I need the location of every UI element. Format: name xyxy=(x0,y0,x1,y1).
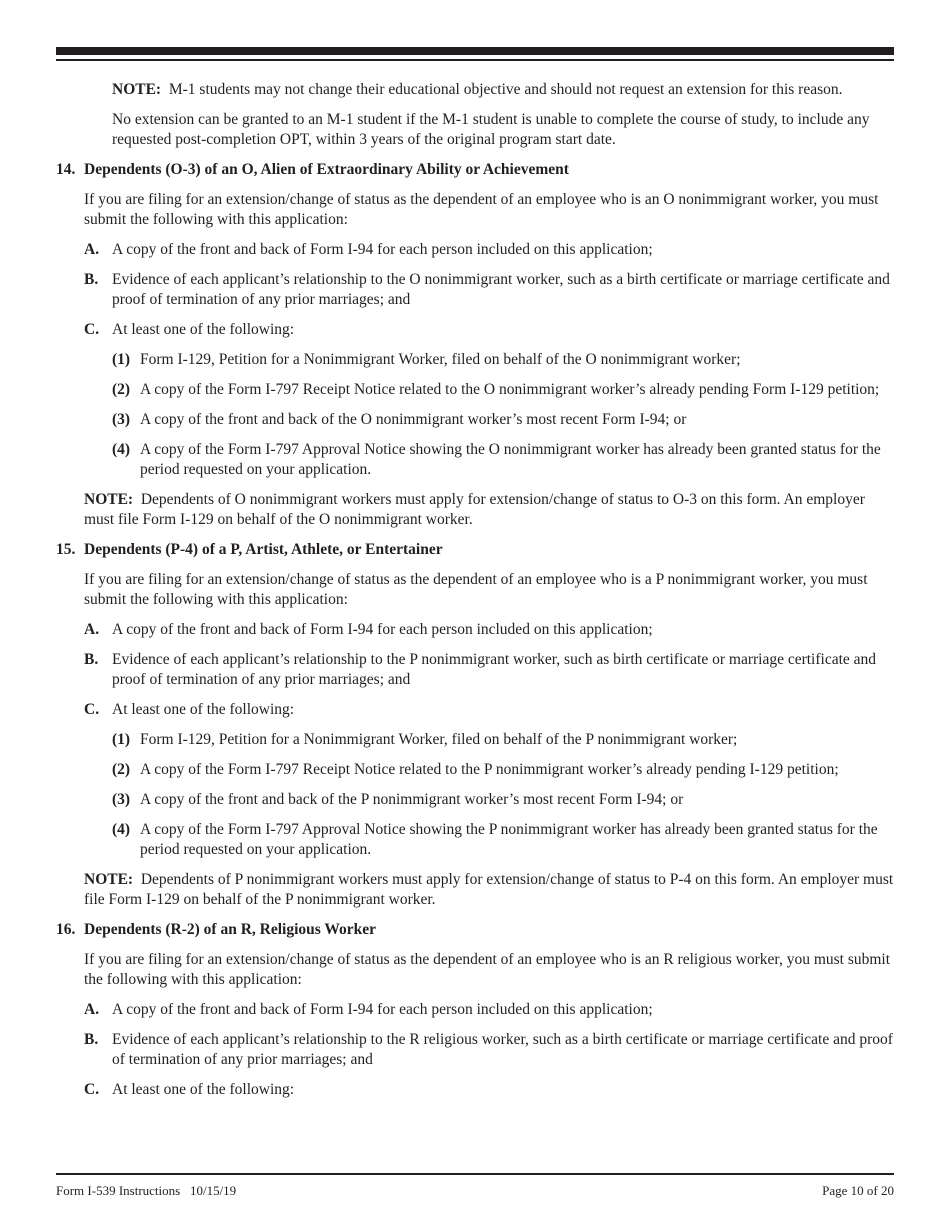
item-label: B. xyxy=(84,1031,99,1048)
list-item xyxy=(56,1080,896,1100)
page-content xyxy=(56,80,896,1110)
footer-page-number: Page 10 of 20 xyxy=(822,1183,894,1198)
subitem-text: A copy of the Form I-797 Approval Notice showing the O nonimmigrant worker has already been granted status for the period requested on your application. xyxy=(140,441,881,478)
section-heading-15 xyxy=(56,540,896,560)
section-intro: If you are filing for an extension/change of status as the dependent of an employee who is a P nonimmigrant worker, you must submit the following with this application: xyxy=(84,571,868,608)
sub-list-item xyxy=(56,350,896,370)
subitem-label: (3) xyxy=(112,791,131,808)
section-intro: If you are filing for an extension/change of status as the dependent of an employee who is an R religious worker, you must submit the following with this application: xyxy=(84,951,891,988)
item-text: At least one of the following: xyxy=(112,1081,295,1098)
subitem-label: (2) xyxy=(112,761,131,778)
item-text: Evidence of each applicant’s relationship to the O nonimmigrant worker, such as a birth certificate or marriage certificate and proof of termination of any prior marriages; and xyxy=(112,271,890,308)
item-text: At least one of the following: xyxy=(112,321,295,338)
note-text: Dependents of O nonimmigrant workers must apply for extension/change of status to O-3 on this form. An employer must file Form I-129 on behalf of the O nonimmigrant worker. xyxy=(84,491,865,528)
header-rule-thick xyxy=(56,47,894,55)
note-label: NOTE: xyxy=(84,871,134,888)
subitem-label: (4) xyxy=(112,441,131,458)
section-note xyxy=(56,870,896,910)
note-label: NOTE: xyxy=(112,81,162,98)
sub-list-item xyxy=(56,760,896,780)
item-label: A. xyxy=(84,621,100,638)
note-label: NOTE: xyxy=(84,491,134,508)
sub-list-item xyxy=(56,380,896,400)
subitem-text: A copy of the Form I-797 Receipt Notice related to the O nonimmigrant worker’s already pending Form I-129 petition; xyxy=(140,381,880,398)
item-text: At least one of the following: xyxy=(112,701,295,718)
item-text: A copy of the front and back of Form I-94 for each person included on this application; xyxy=(112,241,653,258)
list-item xyxy=(56,1000,896,1020)
intro-note xyxy=(56,80,896,100)
section-number: 14. xyxy=(56,161,76,178)
subitem-text: Form I-129, Petition for a Nonimmigrant Worker, filed on behalf of the O nonimmigrant worker; xyxy=(140,351,741,368)
sub-list-item xyxy=(56,410,896,430)
list-item xyxy=(56,1030,896,1070)
footer-rule xyxy=(56,1173,894,1175)
item-text: A copy of the front and back of Form I-94 for each person included on this application; xyxy=(112,1001,653,1018)
subitem-label: (1) xyxy=(112,731,131,748)
item-label: C. xyxy=(84,701,100,718)
item-label: C. xyxy=(84,1081,100,1098)
sub-list-item xyxy=(56,730,896,750)
header-rule-thin xyxy=(56,59,894,61)
list-item xyxy=(56,240,896,260)
item-label: B. xyxy=(84,651,99,668)
section-number: 15. xyxy=(56,541,76,558)
section-title: Dependents (P-4) of a P, Artist, Athlete, or Entertainer xyxy=(84,541,443,558)
note-text: Dependents of P nonimmigrant workers must apply for extension/change of status to P-4 on this form. An employer must file Form I-129 on behalf of the P nonimmigrant worker. xyxy=(84,871,894,908)
subitem-text: A copy of the front and back of the P nonimmigrant worker’s most recent Form I-94; or xyxy=(140,791,684,808)
subitem-text: A copy of the Form I-797 Approval Notice showing the P nonimmigrant worker has already been granted status for the period requested on your application. xyxy=(140,821,878,858)
section-heading-14 xyxy=(56,160,896,180)
list-item xyxy=(56,650,896,690)
subitem-text: A copy of the Form I-797 Receipt Notice related to the P nonimmigrant worker’s already pending I-129 petition; xyxy=(140,761,839,778)
item-text: Evidence of each applicant’s relationship to the P nonimmigrant worker, such as birth certificate or marriage certificate and proof of termination of any prior marriages; and xyxy=(112,651,877,688)
subitem-text: A copy of the front and back of the O nonimmigrant worker’s most recent Form I-94; or xyxy=(140,411,687,428)
list-item xyxy=(56,620,896,640)
section-title: Dependents (R-2) of an R, Religious Worker xyxy=(84,921,377,938)
section-heading-16 xyxy=(56,920,896,940)
page-footer xyxy=(56,1183,894,1199)
sub-list-item xyxy=(56,820,896,860)
intro-paragraph: No extension can be granted to an M-1 student if the M-1 student is unable to complete the course of study, to include any requested post-completion OPT, within 3 years of the original program start date. xyxy=(112,111,870,148)
list-item xyxy=(56,700,896,720)
item-label: A. xyxy=(84,1001,100,1018)
subitem-label: (4) xyxy=(112,821,131,838)
item-text: Evidence of each applicant’s relationship to the R religious worker, such as a birth certificate or marriage certificate and proof of termination of any prior marriages; and xyxy=(112,1031,893,1068)
list-item xyxy=(56,320,896,340)
item-label: B. xyxy=(84,271,99,288)
subitem-text: Form I-129, Petition for a Nonimmigrant Worker, filed on behalf of the P nonimmigrant worker; xyxy=(140,731,738,748)
item-label: C. xyxy=(84,321,100,338)
section-number: 16. xyxy=(56,921,76,938)
subitem-label: (1) xyxy=(112,351,131,368)
section-title: Dependents (O-3) of an O, Alien of Extraordinary Ability or Achievement xyxy=(84,161,569,178)
footer-form-name: Form I-539 Instructions 10/15/19 xyxy=(56,1183,237,1198)
note-text: M-1 students may not change their educational objective and should not request an extension for this reason. xyxy=(168,81,843,98)
subitem-label: (3) xyxy=(112,411,131,428)
section-note xyxy=(56,490,896,530)
item-label: A. xyxy=(84,241,100,258)
section-intro: If you are filing for an extension/change of status as the dependent of an employee who is an O nonimmigrant worker, you must submit the following with this application: xyxy=(84,191,879,228)
subitem-label: (2) xyxy=(112,381,131,398)
sub-list-item xyxy=(56,440,896,480)
item-text: A copy of the front and back of Form I-94 for each person included on this application; xyxy=(112,621,653,638)
list-item xyxy=(56,270,896,310)
sub-list-item xyxy=(56,790,896,810)
